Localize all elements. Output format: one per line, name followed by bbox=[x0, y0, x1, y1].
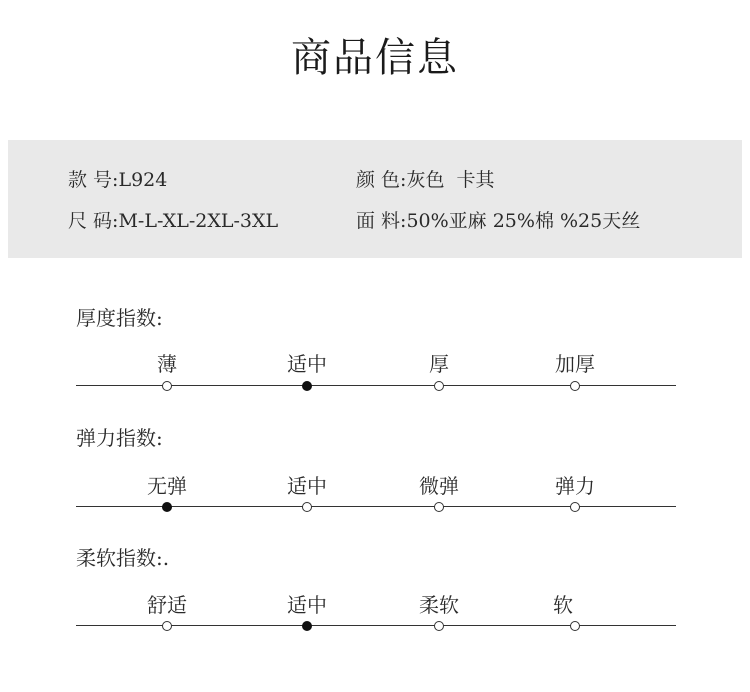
elasticity-option-dot bbox=[434, 502, 444, 512]
softness-option-label: 适中 bbox=[287, 593, 327, 617]
style-number-row bbox=[68, 168, 167, 192]
size-value: M-L-XL-2XL-3XL bbox=[118, 210, 279, 232]
color-value: 灰色 卡其 bbox=[406, 169, 495, 191]
elasticity-option-dot bbox=[570, 502, 580, 512]
size-row bbox=[68, 209, 278, 233]
softness-selected-dot bbox=[302, 621, 312, 631]
softness-option-dot bbox=[434, 621, 444, 631]
elasticity-option-label: 适中 bbox=[287, 474, 327, 498]
style-number-value: L924 bbox=[118, 169, 168, 191]
size-label: 尺 码: bbox=[68, 210, 119, 232]
thickness-selected-dot bbox=[302, 381, 312, 391]
elasticity-selected-dot bbox=[162, 502, 172, 512]
thickness-option-label: 适中 bbox=[287, 352, 327, 376]
elasticity-option-label: 微弹 bbox=[419, 474, 459, 498]
thickness-option-dot bbox=[162, 381, 172, 391]
softness-option-dot bbox=[162, 621, 172, 631]
fabric-row bbox=[356, 209, 640, 233]
thickness-option-dot bbox=[570, 381, 580, 391]
color-label: 颜 色: bbox=[356, 169, 407, 191]
thickness-option-label: 加厚 bbox=[555, 352, 595, 376]
softness-option-label: 软 bbox=[553, 593, 573, 617]
fabric-label: 面 料: bbox=[356, 210, 407, 232]
softness-option-label: 舒适 bbox=[147, 593, 187, 617]
style-number-label: 款 号: bbox=[68, 169, 119, 191]
fabric-value: 50%亚麻 25%棉 %25天丝 bbox=[406, 210, 641, 232]
elasticity-option-label: 无弹 bbox=[147, 474, 187, 498]
elasticity-option-label: 弹力 bbox=[555, 474, 595, 498]
thickness-option-label: 薄 bbox=[157, 352, 177, 376]
softness-option-dot bbox=[570, 621, 580, 631]
softness-heading: 柔软指数:. bbox=[76, 546, 170, 570]
elasticity-heading: 弹力指数: bbox=[76, 426, 163, 450]
thickness-heading: 厚度指数: bbox=[76, 306, 163, 330]
page-title: 商品信息 bbox=[291, 35, 459, 81]
softness-option-label: 柔软 bbox=[419, 593, 459, 617]
thickness-option-label: 厚 bbox=[429, 352, 449, 376]
thickness-option-dot bbox=[434, 381, 444, 391]
product-info-panel bbox=[8, 140, 742, 258]
color-row bbox=[356, 168, 495, 192]
elasticity-option-dot bbox=[302, 502, 312, 512]
